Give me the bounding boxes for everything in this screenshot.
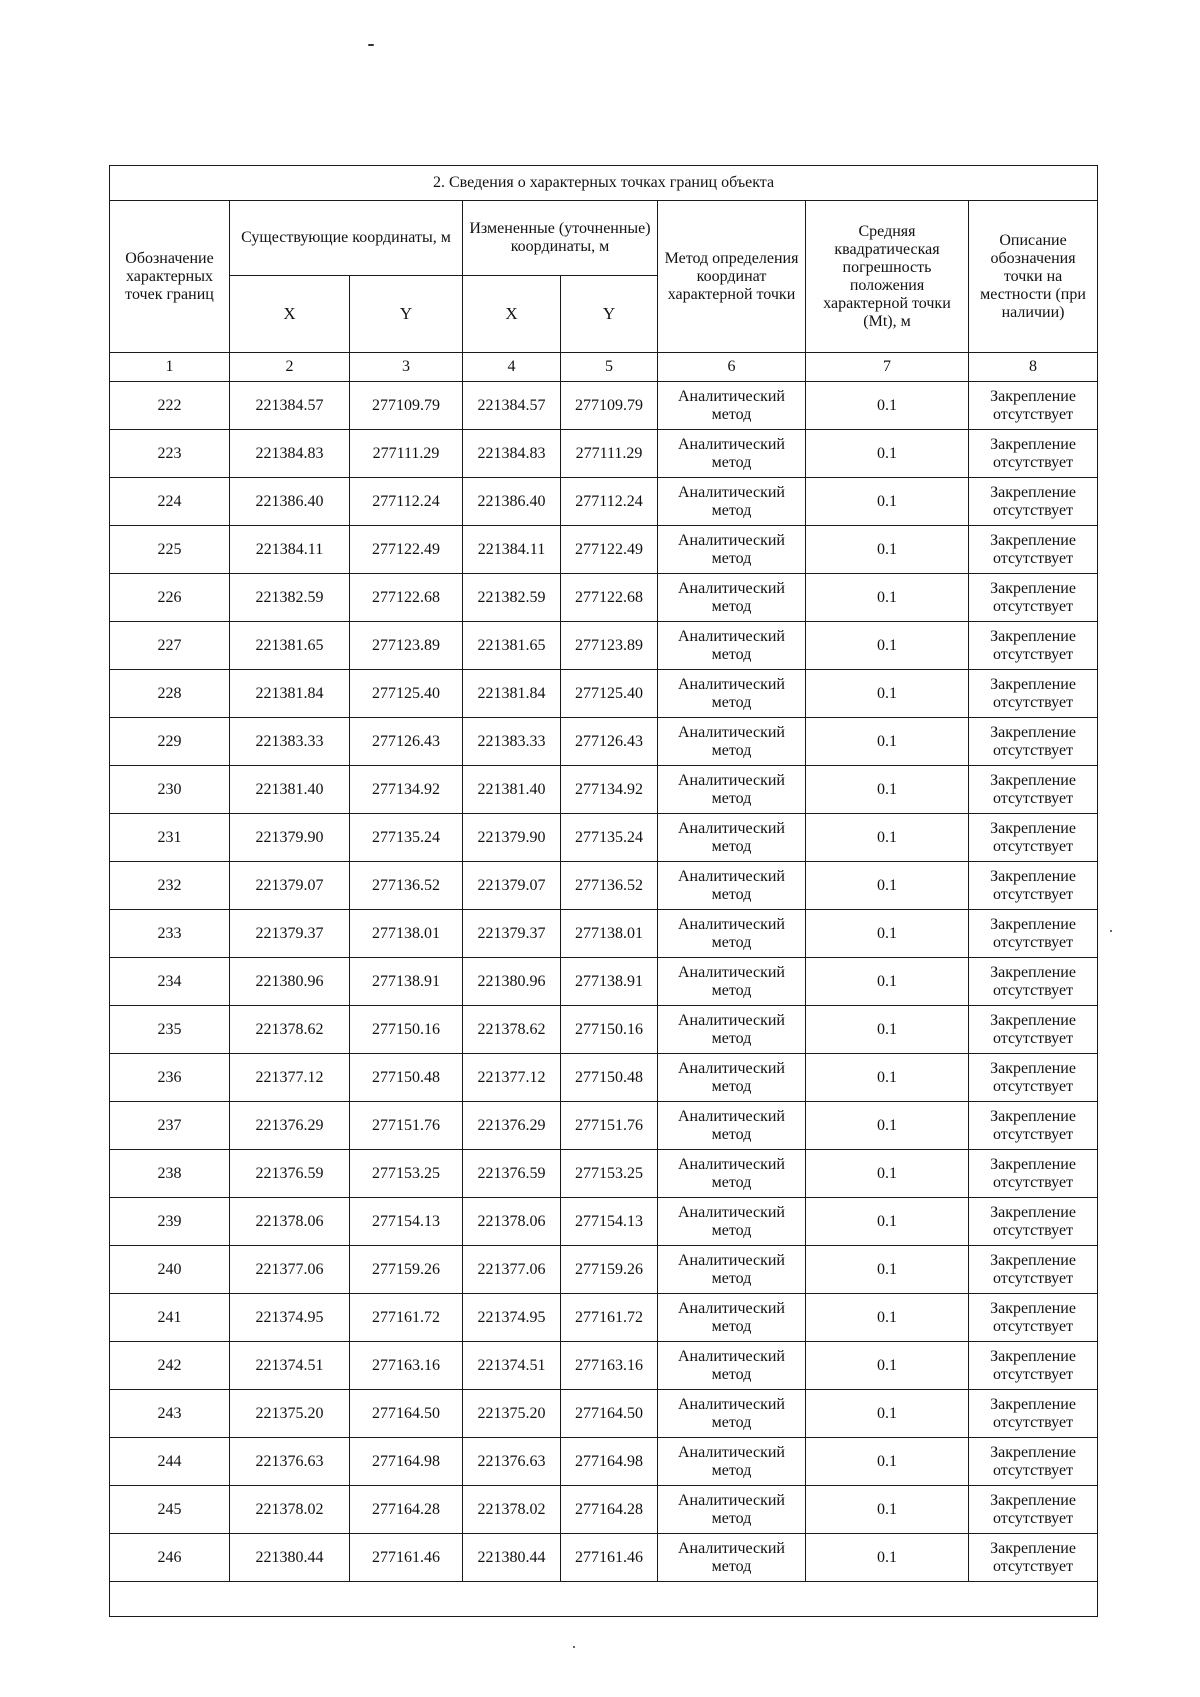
cell-changed-x: 221384.83 [463,430,561,478]
cell-mean-error: 0.1 [806,910,969,958]
cell-method: Аналитический метод [658,862,806,910]
cell-changed-x: 221375.20 [463,1390,561,1438]
cell-description: Закрепление отсутствует [969,1534,1098,1582]
cell-changed-y: 277134.92 [561,766,658,814]
cell-method: Аналитический метод [658,814,806,862]
cell-mean-error: 0.1 [806,1438,969,1486]
table-row [110,574,1098,622]
cell-changed-y: 277122.68 [561,574,658,622]
cell-existing-y: 277161.46 [350,1534,463,1582]
cell-point-number: 235 [110,1006,230,1054]
cell-point-number: 245 [110,1486,230,1534]
cell-method: Аналитический метод [658,1486,806,1534]
cell-changed-y: 277138.01 [561,910,658,958]
cell-existing-x: 221382.59 [230,574,350,622]
cell-mean-error: 0.1 [806,670,969,718]
cell-changed-y: 277150.48 [561,1054,658,1102]
table-row [110,1486,1098,1534]
header-changed-y: Y [561,276,658,353]
cell-existing-y: 277150.48 [350,1054,463,1102]
cell-changed-y: 277125.40 [561,670,658,718]
cell-existing-x: 221376.29 [230,1102,350,1150]
cell-method: Аналитический метод [658,526,806,574]
cell-method: Аналитический метод [658,910,806,958]
table-row [110,958,1098,1006]
cell-description: Закрепление отсутствует [969,1342,1098,1390]
cell-existing-y: 277164.28 [350,1486,463,1534]
cell-existing-x: 221380.44 [230,1534,350,1582]
cell-description: Закрепление отсутствует [969,1246,1098,1294]
empty-cell [110,1582,1098,1617]
column-number: 1 [110,353,230,382]
cell-existing-x: 221378.62 [230,1006,350,1054]
cell-method: Аналитический метод [658,1102,806,1150]
cell-changed-y: 277164.50 [561,1390,658,1438]
cell-description: Закрепление отсутствует [969,1102,1098,1150]
table-row [110,1006,1098,1054]
column-number: 7 [806,353,969,382]
cell-description: Закрепление отсутствует [969,862,1098,910]
cell-changed-x: 221384.11 [463,526,561,574]
table-row [110,1342,1098,1390]
cell-changed-x: 221383.33 [463,718,561,766]
cell-method: Аналитический метод [658,1390,806,1438]
cell-existing-x: 221374.51 [230,1342,350,1390]
cell-changed-y: 277164.28 [561,1486,658,1534]
cell-point-number: 230 [110,766,230,814]
section-title-row [110,166,1098,201]
table-row [110,718,1098,766]
cell-mean-error: 0.1 [806,1390,969,1438]
cell-method: Аналитический метод [658,1198,806,1246]
cell-changed-y: 277159.26 [561,1246,658,1294]
cell-changed-y: 277163.16 [561,1342,658,1390]
table-row [110,382,1098,430]
cell-existing-y: 277138.01 [350,910,463,958]
cell-mean-error: 0.1 [806,1102,969,1150]
table-row [110,814,1098,862]
cell-existing-x: 221384.83 [230,430,350,478]
table-row [110,478,1098,526]
cell-changed-x: 221377.06 [463,1246,561,1294]
cell-point-number: 239 [110,1198,230,1246]
cell-existing-x: 221380.96 [230,958,350,1006]
cell-changed-x: 221376.29 [463,1102,561,1150]
cell-mean-error: 0.1 [806,958,969,1006]
cell-existing-x: 221379.90 [230,814,350,862]
cell-mean-error: 0.1 [806,766,969,814]
header-existing-x: X [230,276,350,353]
cell-changed-y: 277112.24 [561,478,658,526]
cell-existing-y: 277111.29 [350,430,463,478]
cell-existing-y: 277122.68 [350,574,463,622]
cell-method: Аналитический метод [658,1294,806,1342]
table-row [110,1534,1098,1582]
cell-existing-x: 221379.07 [230,862,350,910]
cell-mean-error: 0.1 [806,478,969,526]
cell-changed-x: 221386.40 [463,478,561,526]
cell-changed-y: 277109.79 [561,382,658,430]
cell-existing-x: 221377.06 [230,1246,350,1294]
cell-existing-x: 221378.06 [230,1198,350,1246]
header-changed-x: X [463,276,561,353]
cell-existing-x: 221381.40 [230,766,350,814]
table-row [110,1294,1098,1342]
column-number: 8 [969,353,1098,382]
cell-changed-x: 221376.59 [463,1150,561,1198]
cell-existing-y: 277153.25 [350,1150,463,1198]
cell-existing-y: 277126.43 [350,718,463,766]
cell-method: Аналитический метод [658,622,806,670]
cell-existing-x: 221374.95 [230,1294,350,1342]
section-title: 2. Сведения о характерных точках границ объекта [110,166,1098,201]
table-row [110,862,1098,910]
cell-method: Аналитический метод [658,1006,806,1054]
cell-existing-x: 221381.84 [230,670,350,718]
cell-point-number: 233 [110,910,230,958]
cell-existing-y: 277163.16 [350,1342,463,1390]
cell-changed-y: 277154.13 [561,1198,658,1246]
cell-description: Закрепление отсутствует [969,622,1098,670]
cell-changed-y: 277161.72 [561,1294,658,1342]
table-row [110,1390,1098,1438]
cell-existing-y: 277154.13 [350,1198,463,1246]
cell-description: Закрепление отсутствует [969,526,1098,574]
cell-description: Закрепление отсутствует [969,670,1098,718]
cell-point-number: 223 [110,430,230,478]
cell-point-number: 222 [110,382,230,430]
table-row [110,1150,1098,1198]
cell-changed-y: 277123.89 [561,622,658,670]
cell-description: Закрепление отсутствует [969,1198,1098,1246]
cell-existing-x: 221381.65 [230,622,350,670]
cell-existing-x: 221384.11 [230,526,350,574]
cell-method: Аналитический метод [658,958,806,1006]
cell-mean-error: 0.1 [806,718,969,766]
scan-speck [573,1646,575,1648]
cell-description: Закрепление отсутствует [969,718,1098,766]
cell-description: Закрепление отсутствует [969,574,1098,622]
cell-existing-y: 277164.50 [350,1390,463,1438]
cell-method: Аналитический метод [658,1342,806,1390]
cell-changed-y: 277164.98 [561,1438,658,1486]
cell-changed-y: 277136.52 [561,862,658,910]
cell-method: Аналитический метод [658,766,806,814]
cell-point-number: 225 [110,526,230,574]
column-number: 3 [350,353,463,382]
scan-speck [368,44,374,46]
cell-mean-error: 0.1 [806,1246,969,1294]
table-row [110,622,1098,670]
cell-existing-y: 277109.79 [350,382,463,430]
cell-mean-error: 0.1 [806,1054,969,1102]
cell-changed-x: 221374.51 [463,1342,561,1390]
table-row [110,670,1098,718]
cell-existing-y: 277151.76 [350,1102,463,1150]
cell-mean-error: 0.1 [806,1342,969,1390]
cell-existing-y: 277150.16 [350,1006,463,1054]
cell-point-number: 243 [110,1390,230,1438]
cell-description: Закрепление отсутствует [969,1486,1098,1534]
column-number: 2 [230,353,350,382]
cell-existing-y: 277161.72 [350,1294,463,1342]
header-existing-coords: Существующие координаты, м [230,201,463,276]
cell-mean-error: 0.1 [806,862,969,910]
cell-changed-y: 277150.16 [561,1006,658,1054]
cell-point-number: 231 [110,814,230,862]
cell-changed-x: 221384.57 [463,382,561,430]
cell-description: Закрепление отсутствует [969,478,1098,526]
cell-point-number: 232 [110,862,230,910]
cell-mean-error: 0.1 [806,814,969,862]
cell-description: Закрепление отсутствует [969,382,1098,430]
cell-existing-y: 277123.89 [350,622,463,670]
cell-changed-y: 277135.24 [561,814,658,862]
table-row [110,1198,1098,1246]
cell-existing-y: 277125.40 [350,670,463,718]
cell-description: Закрепление отсутствует [969,958,1098,1006]
cell-existing-x: 221376.59 [230,1150,350,1198]
cell-existing-y: 277112.24 [350,478,463,526]
cell-mean-error: 0.1 [806,574,969,622]
cell-changed-x: 221374.95 [463,1294,561,1342]
cell-changed-x: 221378.06 [463,1198,561,1246]
cell-point-number: 238 [110,1150,230,1198]
cell-method: Аналитический метод [658,718,806,766]
cell-description: Закрепление отсутствует [969,814,1098,862]
cell-method: Аналитический метод [658,670,806,718]
cell-method: Аналитический метод [658,1534,806,1582]
scan-speck [1110,930,1112,932]
cell-changed-x: 221376.63 [463,1438,561,1486]
cell-mean-error: 0.1 [806,1150,969,1198]
cell-existing-x: 221376.63 [230,1438,350,1486]
cell-existing-y: 277122.49 [350,526,463,574]
cell-existing-x: 221384.57 [230,382,350,430]
cell-mean-error: 0.1 [806,1198,969,1246]
header-point-designation: Обозначение характерных точек границ [110,201,230,353]
cell-existing-y: 277134.92 [350,766,463,814]
table-row [110,910,1098,958]
cell-existing-y: 277135.24 [350,814,463,862]
cell-existing-x: 221379.37 [230,910,350,958]
cell-existing-y: 277164.98 [350,1438,463,1486]
cell-description: Закрепление отсутствует [969,1438,1098,1486]
cell-mean-error: 0.1 [806,1534,969,1582]
cell-changed-y: 277122.49 [561,526,658,574]
table-row [110,1054,1098,1102]
cell-description: Закрепление отсутствует [969,1390,1098,1438]
table-row [110,526,1098,574]
cell-method: Аналитический метод [658,1246,806,1294]
header-existing-y: Y [350,276,463,353]
cell-changed-x: 221379.37 [463,910,561,958]
cell-mean-error: 0.1 [806,382,969,430]
cell-method: Аналитический метод [658,1054,806,1102]
cell-point-number: 224 [110,478,230,526]
cell-method: Аналитический метод [658,1438,806,1486]
cell-existing-x: 221377.12 [230,1054,350,1102]
cell-changed-y: 277153.25 [561,1150,658,1198]
cell-description: Закрепление отсутствует [969,1006,1098,1054]
cell-existing-y: 277159.26 [350,1246,463,1294]
table-row [110,766,1098,814]
cell-changed-x: 221382.59 [463,574,561,622]
cell-point-number: 244 [110,1438,230,1486]
cell-point-number: 240 [110,1246,230,1294]
cell-method: Аналитический метод [658,1150,806,1198]
cell-changed-y: 277111.29 [561,430,658,478]
table-row [110,430,1098,478]
cell-point-number: 226 [110,574,230,622]
cell-description: Закрепление отсутствует [969,910,1098,958]
column-numbers-row [110,353,1098,382]
cell-method: Аналитический метод [658,574,806,622]
cell-description: Закрепление отсутствует [969,766,1098,814]
cell-description: Закрепление отсутствует [969,1150,1098,1198]
cell-changed-x: 221377.12 [463,1054,561,1102]
cell-changed-x: 221381.40 [463,766,561,814]
cell-point-number: 237 [110,1102,230,1150]
cell-point-number: 241 [110,1294,230,1342]
cell-changed-x: 221379.90 [463,814,561,862]
table-row [110,1246,1098,1294]
header-method: Метод определения координат характерной точки [658,201,806,353]
header-changed-coords: Измененные (уточненные) координаты, м [463,201,658,276]
cell-method: Аналитический метод [658,478,806,526]
cell-point-number: 246 [110,1534,230,1582]
cell-point-number: 229 [110,718,230,766]
cell-point-number: 236 [110,1054,230,1102]
cell-changed-x: 221380.96 [463,958,561,1006]
cell-changed-y: 277151.76 [561,1102,658,1150]
cell-mean-error: 0.1 [806,1486,969,1534]
cell-existing-x: 221378.02 [230,1486,350,1534]
empty-trailing-row [110,1582,1098,1617]
cell-changed-x: 221378.62 [463,1006,561,1054]
table-row [110,1438,1098,1486]
column-number: 6 [658,353,806,382]
cell-description: Закрепление отсутствует [969,430,1098,478]
cell-changed-x: 221381.84 [463,670,561,718]
cell-changed-x: 221379.07 [463,862,561,910]
cell-existing-x: 221375.20 [230,1390,350,1438]
cell-mean-error: 0.1 [806,430,969,478]
column-number: 4 [463,353,561,382]
cell-point-number: 227 [110,622,230,670]
column-number: 5 [561,353,658,382]
cell-mean-error: 0.1 [806,1006,969,1054]
cell-changed-x: 221381.65 [463,622,561,670]
cell-changed-x: 221380.44 [463,1534,561,1582]
cell-point-number: 242 [110,1342,230,1390]
header-description: Описание обозначения точки на местности (при наличии) [969,201,1098,353]
cell-existing-x: 221383.33 [230,718,350,766]
cell-description: Закрепление отсутствует [969,1054,1098,1102]
cell-method: Аналитический метод [658,430,806,478]
cell-point-number: 234 [110,958,230,1006]
cell-changed-x: 221378.02 [463,1486,561,1534]
header-row-1 [110,201,1098,276]
header-mean-error: Средняя квадратическая погрешность положения характерной точки (Mt), м [806,201,969,353]
cell-method: Аналитический метод [658,382,806,430]
cell-mean-error: 0.1 [806,1294,969,1342]
cell-existing-y: 277138.91 [350,958,463,1006]
boundary-points-table [109,165,1098,1617]
cell-existing-x: 221386.40 [230,478,350,526]
cell-existing-y: 277136.52 [350,862,463,910]
cell-mean-error: 0.1 [806,526,969,574]
cell-mean-error: 0.1 [806,622,969,670]
cell-description: Закрепление отсутствует [969,1294,1098,1342]
table-row [110,1102,1098,1150]
cell-changed-y: 277138.91 [561,958,658,1006]
cell-changed-y: 277161.46 [561,1534,658,1582]
cell-changed-y: 277126.43 [561,718,658,766]
cell-point-number: 228 [110,670,230,718]
